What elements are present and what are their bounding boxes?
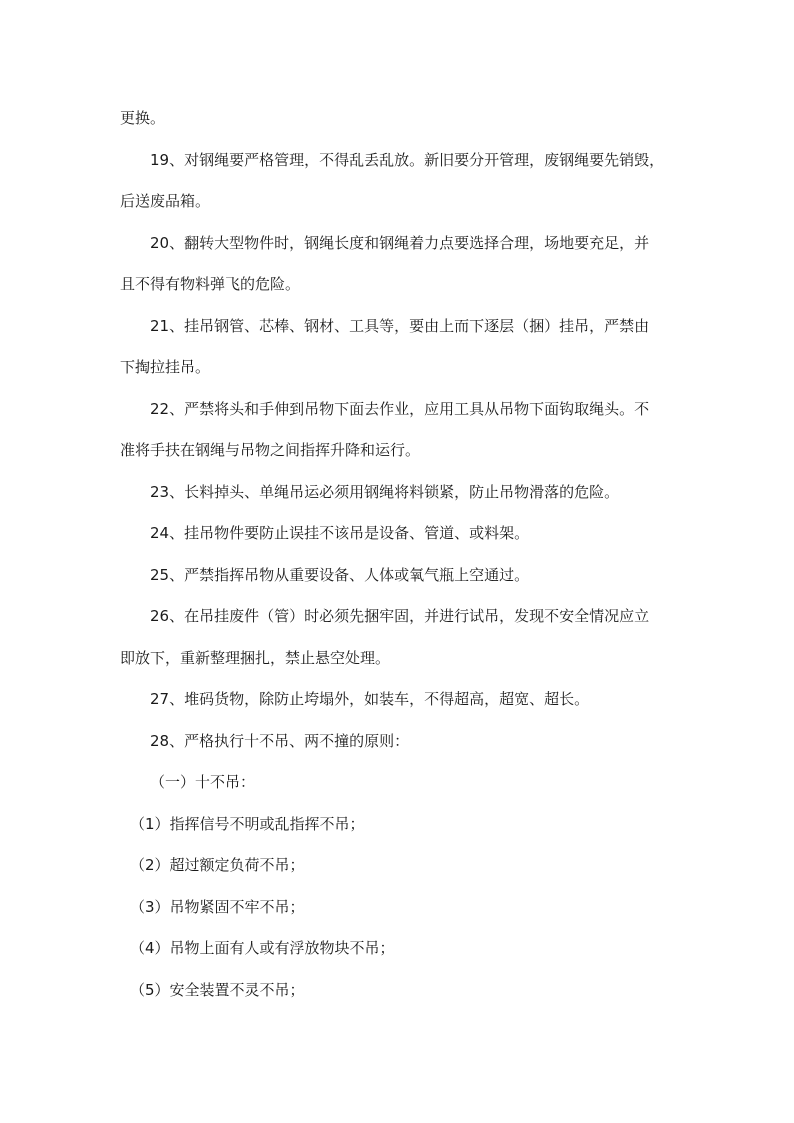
clause-22: 22、严禁将头和手伸到吊物下面去作业，应用工具从吊物下面钩取绳头。不: [150, 400, 650, 418]
list-item: （4）吊物上面有人或有浮放物块不吊；: [130, 939, 395, 957]
clause-21: 21、挂吊钢管、芯棒、钢材、工具等，要由上而下逐层（捆）挂吊，严禁由: [150, 317, 650, 335]
text-line: 准将手扶在钢绳与吊物之间指挥升降和运行。: [120, 441, 421, 459]
clause-23: 23、长料掉头、单绳吊运必须用钢绳将料锁紧，防止吊物滑落的危险。: [150, 483, 620, 501]
clause-28: 28、严格执行十不吊、两不撞的原则：: [150, 732, 410, 750]
list-item: （3）吊物紧固不牢不吊；: [130, 898, 305, 916]
text-line: 即放下，重新整理捆扎，禁止悬空处理。: [120, 649, 391, 667]
list-item: （5）安全装置不灵不吊；: [130, 981, 305, 999]
clause-27: 27、堆码货物，除防止垮塌外，如装车，不得超高，超宽、超长。: [150, 690, 590, 708]
text-line: 后送废品箱。: [120, 192, 211, 210]
text-line: 更换。: [120, 109, 166, 127]
text-line: 下掏拉挂吊。: [120, 358, 211, 376]
clause-20: 20、翻转大型物件时，钢绳长度和钢绳着力点要选择合理，场地要充足，并: [150, 234, 650, 252]
clause-26: 26、在吊挂废件（管）时必须先捆牢固，并进行试吊，发现不安全情况应立: [150, 607, 650, 625]
list-item: （2）超过额定负荷不吊；: [130, 856, 305, 874]
clause-25: 25、严禁指挥吊物从重要设备、人体或氧气瓶上空通过。: [150, 566, 530, 584]
clause-24: 24、挂吊物件要防止误挂不该吊是设备、管道、或料架。: [150, 524, 530, 542]
text-line: 且不得有物料弹飞的危险。: [120, 275, 301, 293]
clause-19: 19、对钢绳要严格管理，不得乱丢乱放。新旧要分开管理，废钢绳要先销毁，: [150, 151, 665, 169]
list-item: （1）指挥信号不明或乱指挥不吊；: [130, 815, 365, 833]
sub-heading: （一）十不吊：: [150, 773, 256, 791]
